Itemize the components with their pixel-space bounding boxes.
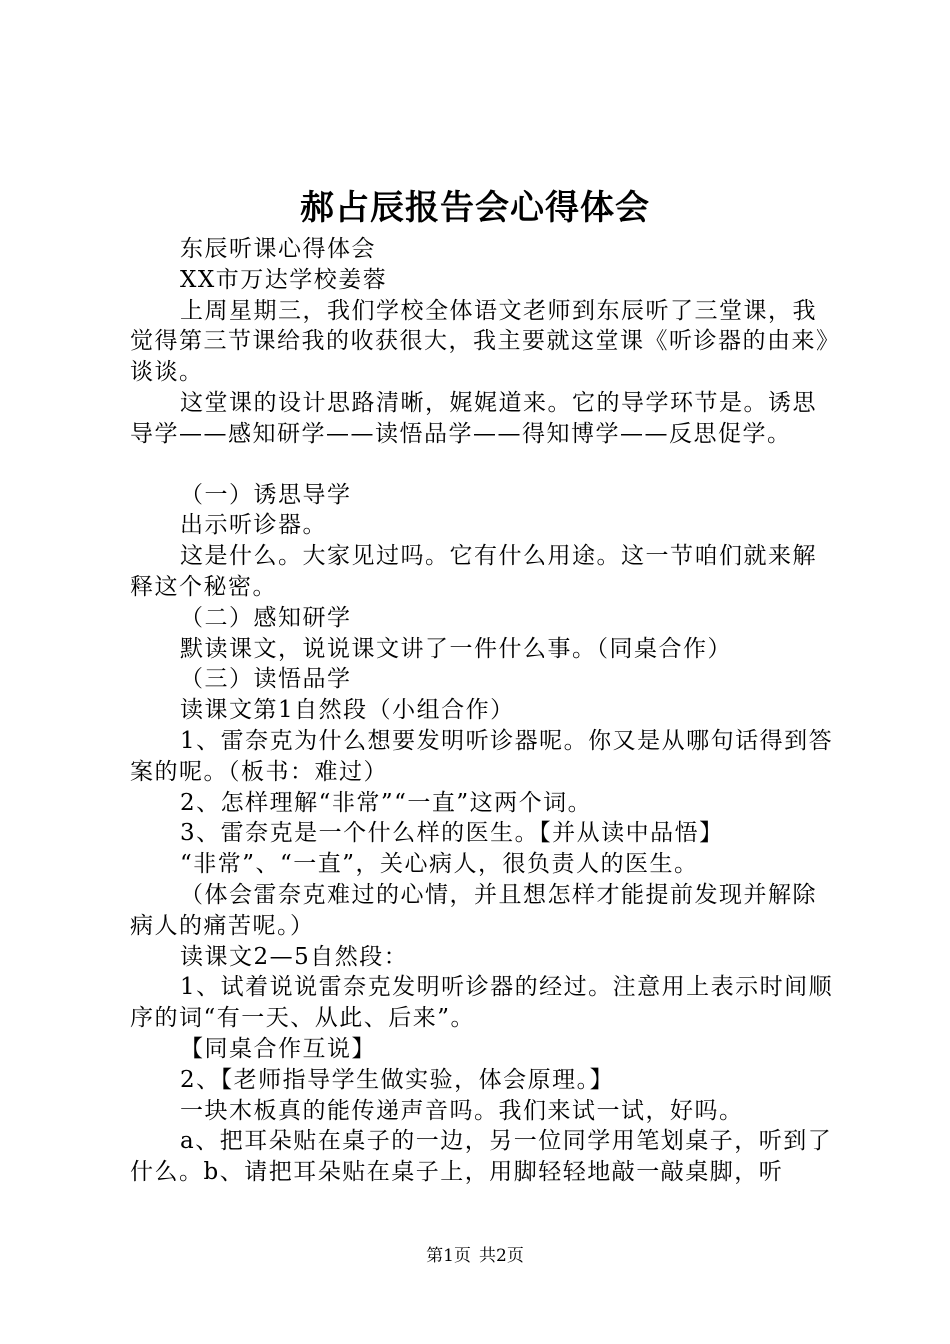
paragraph: 3、雷奈克是一个什么样的医生。【并从读中品悟】 — [180, 820, 724, 847]
paragraph: XX市万达学校姜蓉 — [180, 266, 388, 293]
section-heading: （三）读悟品学 — [180, 666, 352, 693]
paragraph: 2、怎样理解“非常”“一直”这两个词。 — [180, 789, 593, 816]
paragraph: 1、雷奈克为什么想要发明听诊器呢。你又是从哪句话得到答案的呢。（板书：难过） — [130, 727, 834, 785]
paragraph: a、把耳朵贴在桌子的一边，另一位同学用笔划桌子，听到了什么。b、请把耳朵贴在桌子上，用脚轻轻地敲一敲桌脚，听 — [130, 1128, 833, 1186]
document-title: 郝占辰报告会心得体会 — [300, 188, 650, 228]
paragraph: 读课文2—5自然段： — [180, 943, 409, 970]
paragraph: 默读课文，说说课文讲了一件什么事。（同桌合作） — [180, 635, 732, 662]
section-heading: （二）感知研学 — [180, 604, 352, 631]
paragraph: 这是什么。大家见过吗。它有什么用途。这一节咱们就来解释这个秘密。 — [130, 543, 817, 600]
document-body — [130, 234, 840, 1188]
page-number: 第1页 — [426, 1246, 471, 1266]
paragraph: 1、试着说说雷奈克发明听诊器的经过。注意用上表示时间顺序的词“有一天、从此、后来”。 — [130, 974, 834, 1032]
section-heading: （一）诱思导学 — [180, 481, 352, 508]
paragraph: 出示听诊器。 — [180, 512, 327, 539]
paragraph: 上周星期三，我们学校全体语文老师到东辰听了三堂课，我觉得第三节课给我的收获很大，我主要就这堂课《听诊器的由来》谈谈。 — [130, 297, 829, 386]
paragraph: （体会雷奈克难过的心情，并且想怎样才能提前发现并解除病人的痛苦呢。） — [130, 881, 817, 939]
paragraph: 东辰听课心得体会 — [180, 236, 376, 262]
page-total: 共2页 — [479, 1246, 524, 1266]
paragraph: 读课文第1自然段（小组合作） — [180, 697, 515, 724]
paragraph: 这堂课的设计思路清晰，娓娓道来。它的导学环节是。诱思导学——感知研学——读悟品学——得知博学——反思促学。 — [130, 389, 817, 447]
page-footer — [0, 1244, 950, 1268]
paragraph: “非常”、“一直”，关心病人，很负责人的医生。 — [180, 851, 699, 878]
paragraph: 2、【老师指导学生做实验，体会原理。】 — [180, 1066, 615, 1093]
paragraph: 【同桌合作互说】 — [180, 1035, 376, 1062]
paragraph: 一块木板真的能传递声音吗。我们来试一试，好吗。 — [180, 1097, 744, 1124]
